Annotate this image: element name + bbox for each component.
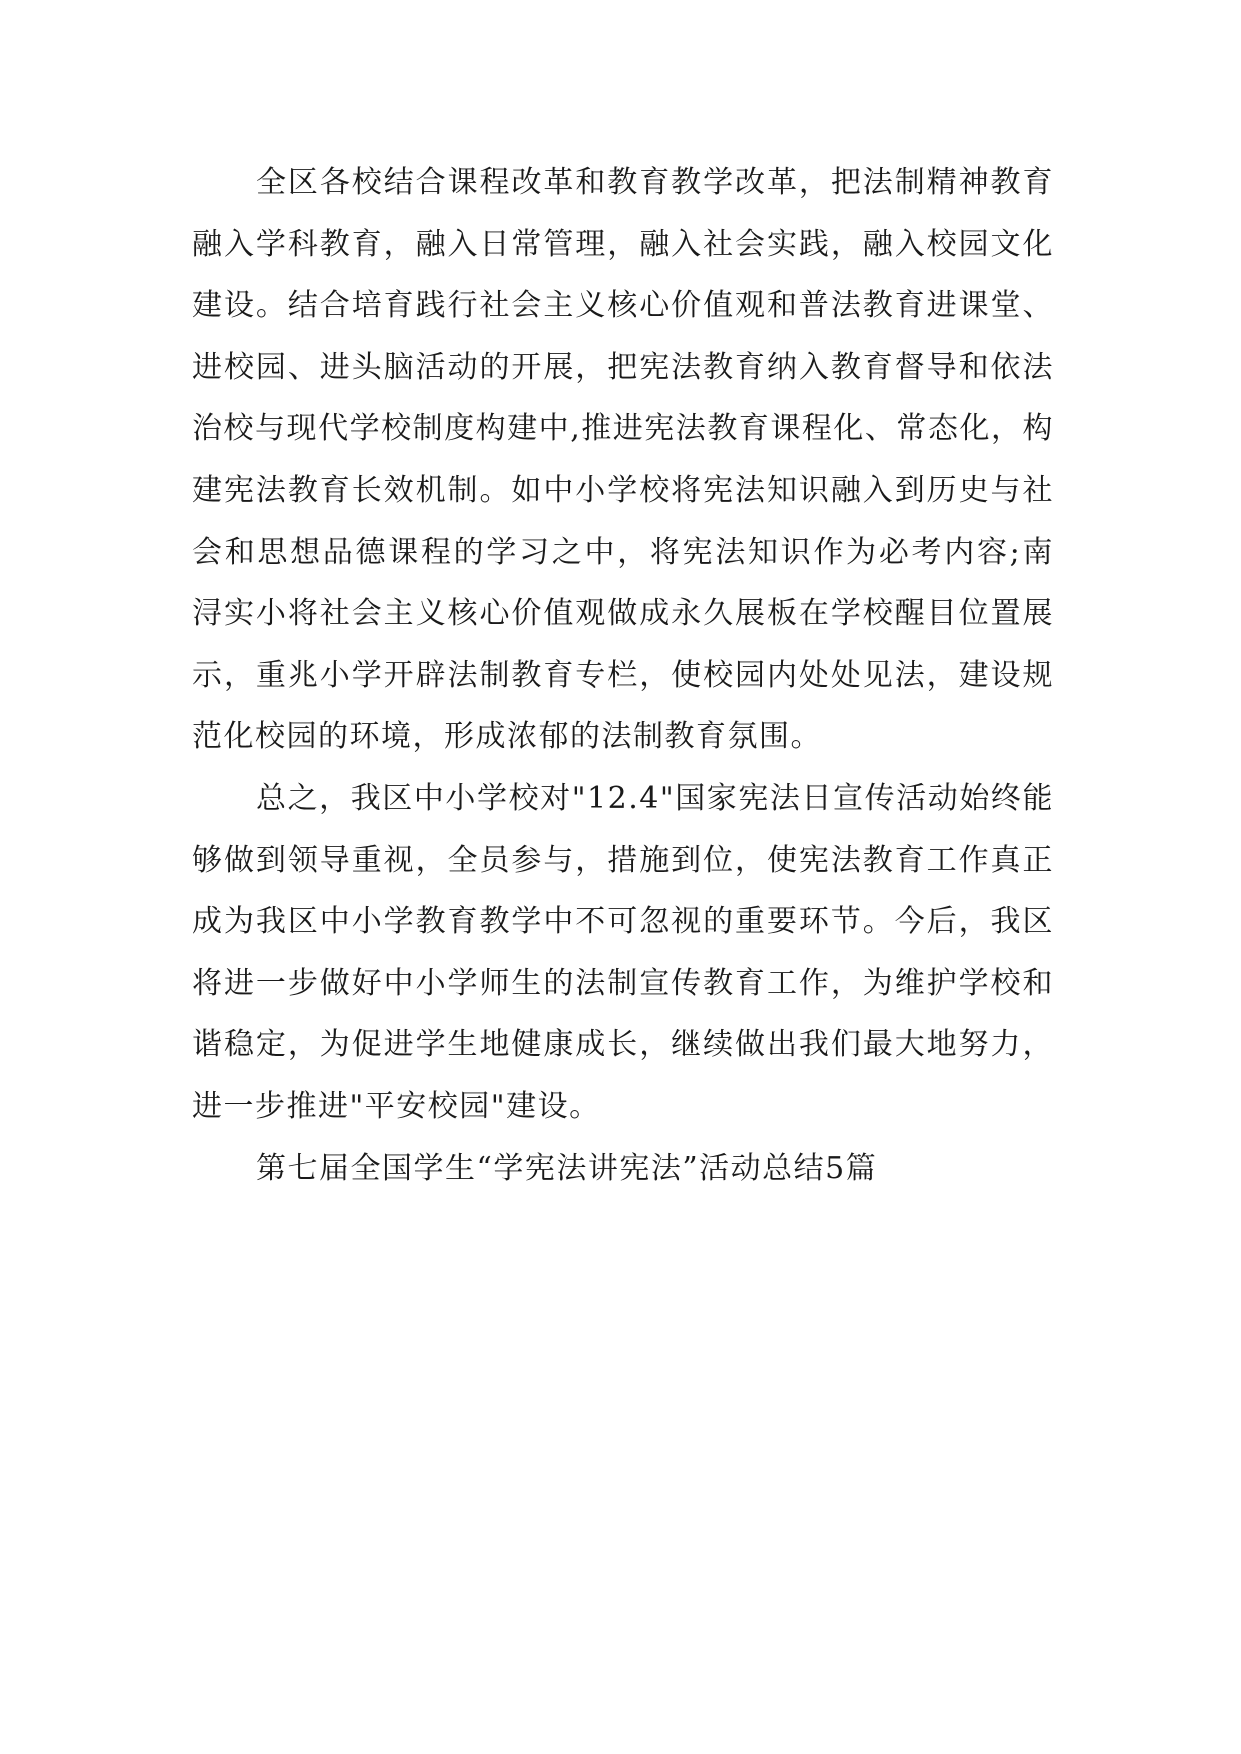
paragraph-summary: 总之，我区中小学校对"12.4"国家宪法日宣传活动始终能够做到领导重视，全员参与，措施到位，使宪法教育工作真正成为我区中小学教育教学中不可忽视的重要环节。今后，我区将进一步做好中小学师生的法制宣传教育工作，为维护学校和谐稳定，为促进学生地健康成长，继续做出我们最大地努力，进一步推进"平安校园"建设。 [192, 780, 1054, 1124]
paragraph-curriculum-integration: 全区各校结合课程改革和教育教学改革，把法制精神教育融入学科教育，融入日常管理，融入社会实践，融入校园文化建设。结合培育践行社会主义核心价值观和普法教育进课堂、进校园、进头脑活动的开展，把宪法教育纳入教育督导和依法治校与现代学校制度构建中,推进宪法教育课程化、常态化，构建宪法教育长效机制。如中小学校将宪法知识融入到历史与社会和思想品德课程的学习之中，将宪法知识作为必考内容;南浔实小将社会主义核心价值观做成永久展板在学校醒目位置展示，重兆小学开辟法制教育专栏，使校园内处处见法，建设规范化校园的环境，形成浓郁的法制教育氛围。 [192, 165, 1054, 755]
paragraph-next-title: 第七届全国学生“学宪法讲宪法”活动总结5篇 [256, 1150, 878, 1186]
document-body [192, 152, 1054, 1199]
